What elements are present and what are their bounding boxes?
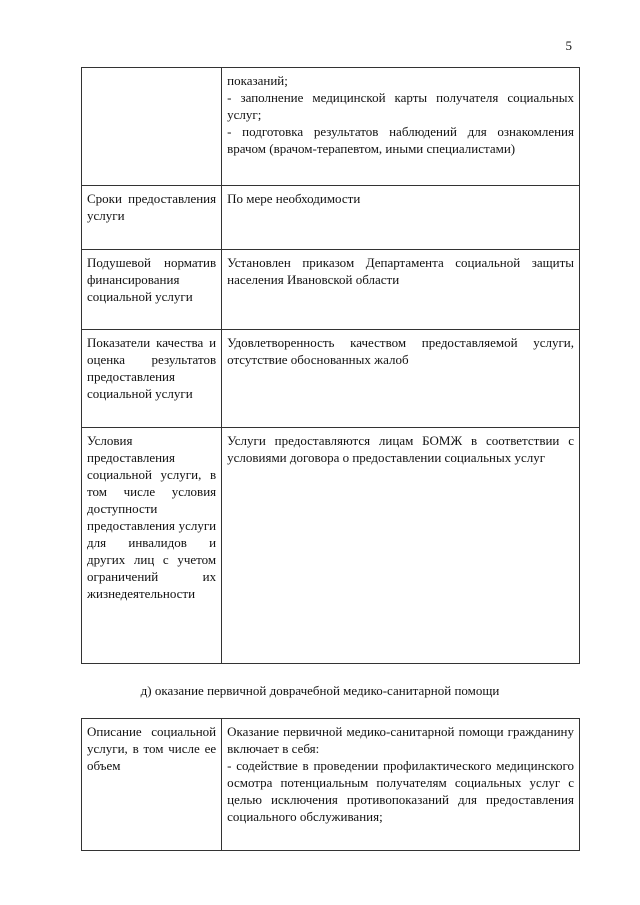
row-value [222, 68, 580, 186]
row-value [222, 428, 580, 664]
table-row [82, 428, 580, 664]
row-value [222, 250, 580, 330]
row-label: Описание социальной услуги, в том числе ее объем [82, 719, 222, 851]
table-row [82, 719, 580, 851]
value-line: Услуги предоставляются лицам БОМЖ в соответствии с условиями договора о предоставлении социальных услуг [227, 433, 574, 465]
row-label: Показатели качества и оценка результатов предоставления социальной услуги [82, 330, 222, 428]
service-table-continued [81, 67, 580, 664]
value-line: Оказание первичной медико-санитарной помощи гражданину включает в себя: [227, 724, 574, 756]
table-row [82, 68, 580, 186]
row-label [82, 68, 222, 186]
value-line: Удовлетворенность качеством предоставляемой услуги, отсутствие обоснованных жалоб [227, 335, 574, 367]
value-line: - подготовка результатов наблюдений для ознакомления врачом (врачом-терапевтом, иными специалистами) [227, 124, 574, 156]
service-table-primary-care [81, 718, 580, 851]
value-line: По мере необходимости [227, 191, 361, 206]
row-label: Сроки предоставления услуги [82, 186, 222, 250]
section-title: д) оказание первичной доврачебной медико-санитарной помощи [140, 683, 500, 698]
value-line: - заполнение медицинской карты получателя социальных услуг; [227, 90, 574, 122]
value-line: Установлен приказом Департамента социальной защиты населения Ивановской области [227, 255, 574, 287]
table-row [82, 330, 580, 428]
row-label: Подушевой норматив финансирования социальной услуги [82, 250, 222, 330]
row-value [222, 330, 580, 428]
table-row [82, 186, 580, 250]
value-line: - содействие в проведении профилактического медицинского осмотра потенциальным получателям социальных услуг с целью исключения противопоказаний для предоставления социального обслуживания; [227, 758, 574, 824]
value-line: показаний; [227, 73, 288, 88]
table-row [82, 250, 580, 330]
row-value [222, 186, 580, 250]
row-label: Условия предоставления социальной услуги, в том числе условия доступности предоставления услуги для инвалидов и других лиц с учетом ограничений их жизнедеятельности [82, 428, 222, 664]
row-value [222, 719, 580, 851]
page-number: 5 [565, 38, 572, 53]
